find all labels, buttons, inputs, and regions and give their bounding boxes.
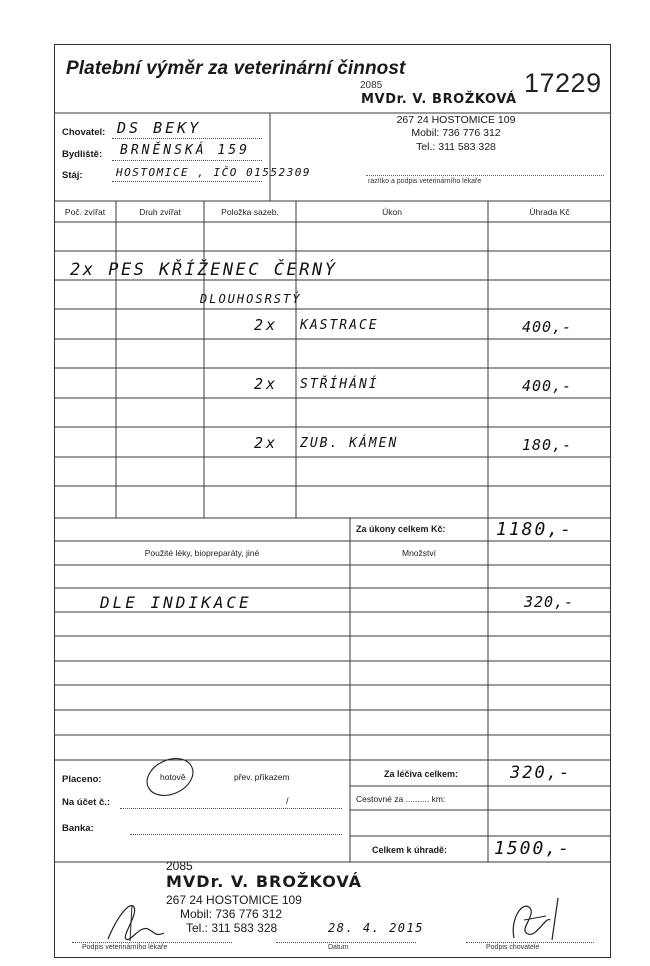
th-species: Druh zvířat xyxy=(139,207,181,217)
item-3-count: 2x xyxy=(254,434,279,452)
item-2-price: 400,- xyxy=(522,377,573,395)
drugs-amount-header: Množství xyxy=(401,548,436,558)
drugs-entry: DLE INDIKACE xyxy=(100,593,252,612)
stamp-signature-line xyxy=(366,175,604,176)
date-value: 28. 4. 2015 xyxy=(328,921,424,935)
item-1-task: KASTRACE xyxy=(300,318,379,333)
cash-option: hotově xyxy=(160,772,186,782)
item-2-task: STŘÍHÁNÍ xyxy=(300,377,379,392)
bank-dots xyxy=(130,834,342,835)
vet-signature-line xyxy=(72,942,232,943)
date-label: Datum xyxy=(328,944,349,951)
account-label: Na účet č.: xyxy=(62,797,111,808)
footer-stamp-phone: Tel.: 311 583 328 xyxy=(186,921,278,935)
vet-signature xyxy=(100,895,170,947)
item-3-price: 180,- xyxy=(522,436,573,454)
grand-total-label: Celkem k úhradě: xyxy=(372,845,448,855)
owner-dots xyxy=(112,138,262,139)
item-3-task: ZUB. KÁMEN xyxy=(300,436,399,451)
th-count: Poč. zvířat xyxy=(64,207,106,217)
stamp-top-mobile: Mobil: 736 776 312 xyxy=(411,127,501,139)
item-1-price: 400,- xyxy=(522,318,573,336)
paid-label: Placeno: xyxy=(62,774,102,785)
tasks-total-label: Za úkony celkem Kč: xyxy=(356,524,446,534)
footer-stamp-code: 2085 xyxy=(166,859,193,873)
serial-number: 17229 xyxy=(524,68,602,98)
th-payment: Úhrada Kč xyxy=(529,207,570,217)
account-separator: / xyxy=(286,796,289,806)
owner-signature-label: Podpis chovatele xyxy=(486,944,540,951)
residence-value: BRNĚNSKÁ 159 xyxy=(120,143,250,158)
th-tariff: Položka sazeb. xyxy=(221,207,279,217)
vet-signature-label: Podpis veterinárního lékaře xyxy=(82,944,168,951)
owner-signature xyxy=(500,890,580,945)
owner-value: DS BEKY xyxy=(117,119,202,137)
footer-stamp-mobile: Mobil: 736 776 312 xyxy=(180,907,283,921)
date-line xyxy=(276,942,416,943)
stamp-top-phone: Tel.: 311 583 328 xyxy=(416,141,496,153)
item-1-count: 2x xyxy=(254,316,279,334)
form-title: Platební výměr za veterinární činnost xyxy=(66,58,406,79)
drugs-header: Použité léky, biopreparáty, jiné xyxy=(144,548,260,558)
transfer-option: přev. příkazem xyxy=(234,772,290,782)
stable-value: HOSTOMICE , IČO 01552309 xyxy=(116,166,311,179)
entry-line-2: DLOUHOSRSTÝ xyxy=(200,292,302,306)
owner-label: Chovatel: xyxy=(62,127,106,138)
owner-signature-line xyxy=(466,942,594,943)
tasks-total-value: 1180,- xyxy=(496,519,574,540)
stamp-top-caption: razítko a podpis veterinárního lékaře xyxy=(368,178,482,185)
stable-dots xyxy=(112,181,262,182)
account-dots xyxy=(120,808,342,809)
item-2-count: 2x xyxy=(254,375,279,393)
travel-label: Cestovné za .......... km: xyxy=(356,794,446,804)
drugs-amount: 320,- xyxy=(524,593,575,611)
drugs-total-value: 320,- xyxy=(510,763,572,783)
th-task: Úkon xyxy=(382,207,402,217)
stable-label: Stáj: xyxy=(62,170,83,181)
residence-label: Bydliště: xyxy=(62,149,103,160)
grand-total-value: 1500,- xyxy=(494,838,572,859)
stamp-top-address: 267 24 HOSTOMICE 109 xyxy=(396,114,516,126)
footer-stamp-address: 267 24 HOSTOMICE 109 xyxy=(166,893,302,907)
stamp-top-code: 2085 xyxy=(360,80,383,91)
drugs-total-label: Za léčiva celkem: xyxy=(384,769,459,779)
residence-dots xyxy=(112,160,262,161)
stamp-top-name: MVDr. V. BROŽKOVÁ xyxy=(361,92,517,107)
bank-label: Banka: xyxy=(62,823,94,834)
footer-stamp-name: MVDr. V. BROŽKOVÁ xyxy=(166,872,363,891)
entry-line-1: 2x PES KŘÍŽENEC ČERNÝ xyxy=(70,260,338,280)
